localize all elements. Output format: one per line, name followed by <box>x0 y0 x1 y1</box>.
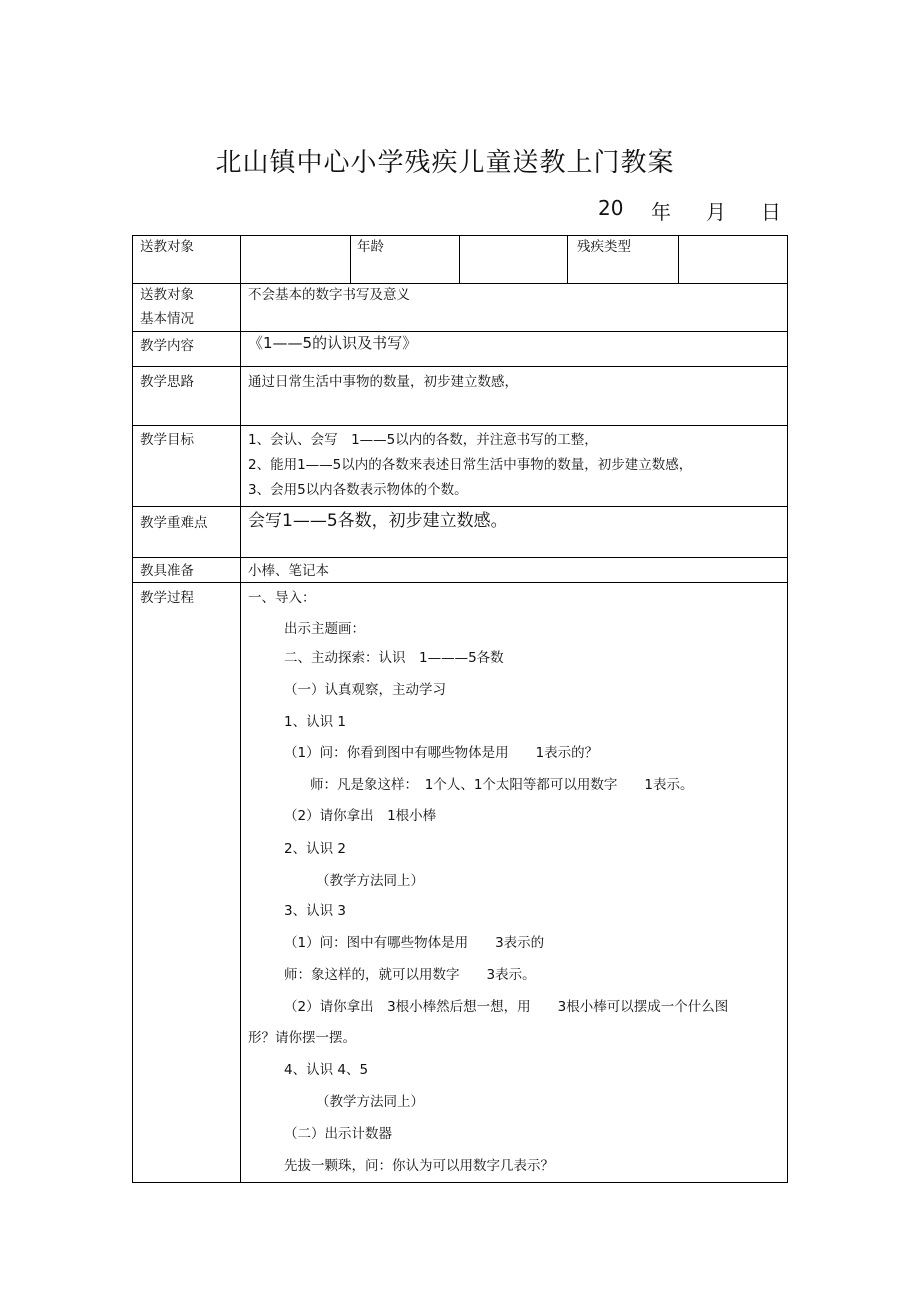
label-target: 送教对象 <box>140 239 194 255</box>
label-disability-type: 残疾类型 <box>577 239 631 255</box>
label-goals: 教学目标 <box>140 432 194 448</box>
process-line: 一、导入： <box>248 590 316 606</box>
background-value: 不会基本的数字书写及意义 <box>248 287 410 303</box>
key-points-value: 会写1——5各数，初步建立数感。 <box>248 511 508 531</box>
label-key-points: 教学重难点 <box>140 515 208 531</box>
process-line: （1）问：你看到图中有哪些物体是用 1表示的？ <box>284 745 599 761</box>
label-content: 教学内容 <box>140 338 194 354</box>
page-title: 北山镇中心小学残疾儿童送教上门教案 <box>215 148 675 178</box>
approach-value: 通过日常生活中事物的数量，初步建立数感， <box>248 374 518 390</box>
goal-item: 3、会用5以内各数表示物体的个数。 <box>248 482 468 498</box>
materials-value: 小棒、笔记本 <box>248 563 329 579</box>
row-divider-4 <box>132 425 788 426</box>
table-border-right <box>787 235 788 1183</box>
process-line: （2）请你拿出 3根小棒然后想一想，用 3根小棒可以摆成一个什么图 <box>284 999 729 1015</box>
process-line: （2）请你拿出 1根小棒 <box>284 808 437 824</box>
table-border-top <box>132 235 788 236</box>
process-line: （1）问：图中有哪些物体是用 3表示的 <box>284 935 545 951</box>
goal-item: 2、能用1——5以内的各数来表述日常生活中事物的数量，初步建立数感， <box>248 457 693 473</box>
process-line: （一）认真观察，主动学习 <box>284 682 446 698</box>
date-year-label: 年 <box>651 200 671 224</box>
label-age: 年龄 <box>357 239 384 255</box>
process-line: 师：凡是象这样： 1个人、1个太阳等都可以用数字 1表示。 <box>310 777 694 793</box>
label-process: 教学过程 <box>140 590 194 606</box>
label-background-line2: 基本情况 <box>140 311 194 327</box>
table-border-bottom <box>132 1182 788 1183</box>
date-day-label: 日 <box>761 200 781 224</box>
process-line: （教学方法同上） <box>316 1094 424 1110</box>
process-line: 师：象这样的，就可以用数字 3表示。 <box>284 967 536 983</box>
content-value: 《1——5的认识及书写》 <box>248 334 418 352</box>
row1-divider-d <box>678 235 679 283</box>
date-year-prefix: 20 <box>598 196 624 220</box>
process-line: 出示主题画： <box>284 621 365 637</box>
label-background-line1: 送教对象 <box>140 287 194 303</box>
row-divider-5 <box>132 506 788 507</box>
label-column-divider <box>240 235 241 1183</box>
goal-item: 1、会认、会写 1——5以内的各数，并注意书写的工整， <box>248 432 598 448</box>
row1-divider-a <box>350 235 351 283</box>
row-divider-6 <box>132 557 788 558</box>
table-border-left <box>132 235 133 1183</box>
process-line: 先拔一颗珠，问：你认为可以用数字几表示？ <box>284 1158 554 1174</box>
process-line: 形？请你摆一摆。 <box>248 1030 356 1046</box>
process-line: 4、认识 4、5 <box>284 1062 369 1078</box>
row-divider-3 <box>132 366 788 367</box>
process-line: （教学方法同上） <box>316 873 424 889</box>
row1-divider-b <box>459 235 460 283</box>
process-line: 二、主动探索：认识 1———5各数 <box>284 650 504 666</box>
label-approach: 教学思路 <box>140 374 194 390</box>
process-line: 1、认识 1 <box>284 714 346 730</box>
label-materials: 教具准备 <box>140 563 194 579</box>
process-line: 3、认识 3 <box>284 903 346 919</box>
row-divider-2 <box>132 331 788 332</box>
row1-divider-c <box>567 235 568 283</box>
row-divider-7 <box>132 582 788 583</box>
process-line: （二）出示计数器 <box>284 1126 392 1142</box>
row-divider-1 <box>132 283 788 284</box>
date-month-label: 月 <box>706 200 726 224</box>
process-line: 2、认识 2 <box>284 841 346 857</box>
